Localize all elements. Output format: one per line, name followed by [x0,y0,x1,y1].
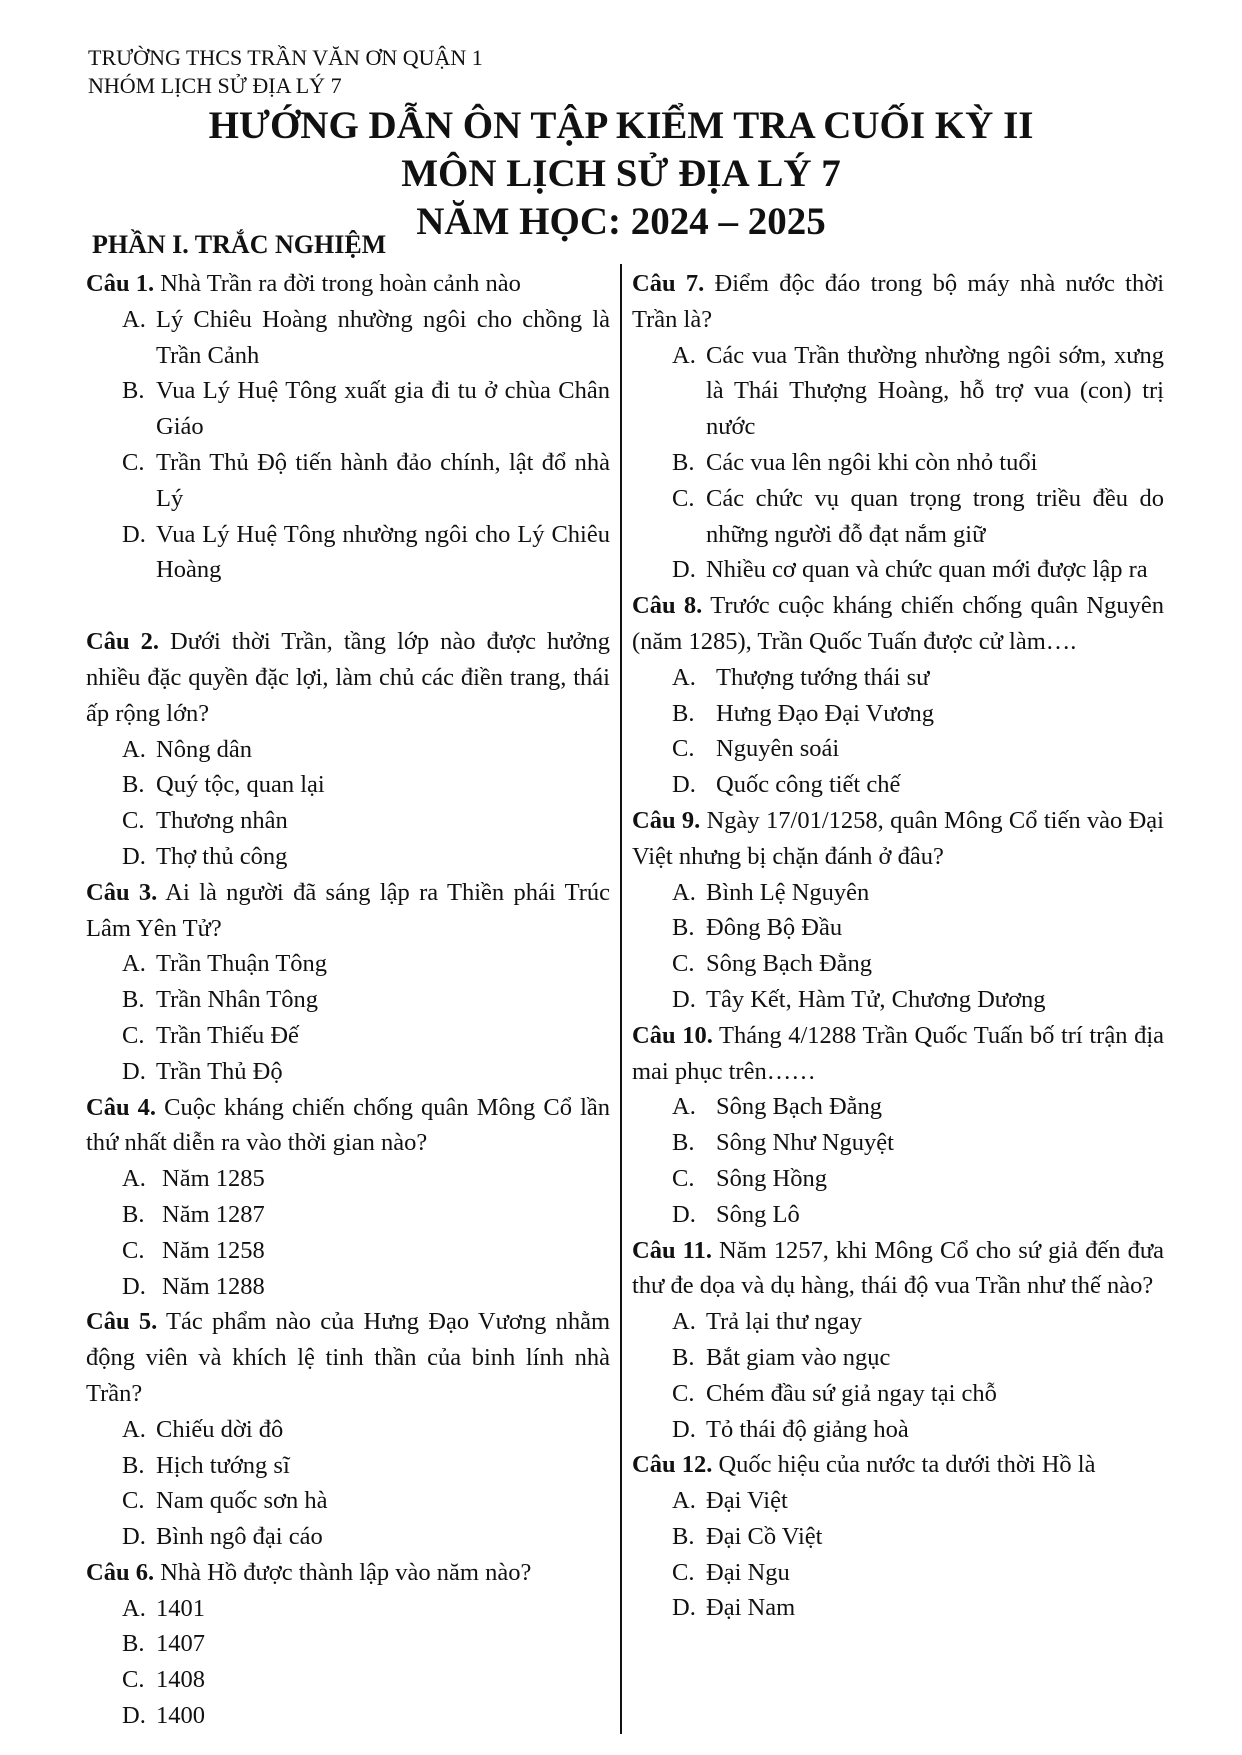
option-text: Bắt giam vào ngục [706,1343,891,1371]
question-text [632,1447,1164,1483]
option-text: 1407 [156,1630,205,1658]
question-text [86,624,610,731]
option-text: Nam quốc sơn hà [156,1487,328,1515]
spacer [86,588,610,624]
option-text: Trần Thủ Độ [156,1057,283,1085]
question-text [632,266,1164,338]
question-text [632,1018,1164,1090]
answer-option [86,1591,610,1627]
option-text: Năm 1285 [162,1165,265,1193]
option-text: Trần Thiếu Đế [156,1021,299,1049]
option-letter: A. [672,878,696,906]
option-text: Sông Bạch Đằng [706,950,873,978]
answer-option [86,1018,610,1054]
question-text [86,266,610,302]
question [86,1304,610,1555]
answer-option [632,1376,1164,1412]
group-name: NHÓM LỊCH SỬ ĐỊA LÝ 7 [88,73,342,98]
question-prompt: Điểm độc đáo trong bộ máy nhà nước thời Trần là? [632,270,1164,333]
option-text: Lý Chiêu Hoàng nhường ngôi cho chồng là Trần Cảnh [156,305,610,369]
question-number: Câu 5. [86,1308,158,1336]
title-line-1: HƯỚNG DẪN ÔN TẬP KIỂM TRA CUỐI KỲ II [208,104,1034,147]
question-number: Câu 11. [632,1236,712,1264]
option-letter: B. [122,1630,145,1658]
question-prompt: Năm 1257, khi Mông Cổ cho sứ giả đến đưa thư đe dọa và dụ hàng, thái độ vua Trần như thế nào? [632,1236,1165,1300]
answer-option [86,517,610,589]
option-text: Năm 1287 [162,1200,265,1228]
option-letter: C. [122,1236,145,1264]
option-text: Các vua Trần thường nhường ngôi sớm, xưng là Thái Thượng Hoàng, hỗ trợ vua (con) trị nước [706,341,1164,441]
option-text: Tỏ thái độ giảng hoà [706,1415,909,1443]
option-text: Đại Việt [706,1487,788,1515]
option-text: Quốc công tiết chế [716,771,901,799]
option-text: Vua Lý Huệ Tông nhường ngôi cho Lý Chiêu Hoàng [156,520,610,584]
question [86,875,610,1090]
answer-option [86,1197,610,1233]
answer-option [86,1412,610,1448]
option-letter: A. [672,1308,696,1336]
answer-option [86,767,610,803]
part-title: PHẦN I. TRẮC NGHIỆM [92,230,387,259]
answer-option [632,1412,1164,1448]
option-text: Trả lại thư ngay [706,1308,862,1336]
option-text: Năm 1288 [162,1272,265,1300]
answer-option [632,1483,1164,1519]
option-letter: D. [672,1594,696,1622]
option-letter: D. [672,771,696,799]
option-text: Các chức vụ quan trọng trong triều đều do những người đỗ đạt nắm giữ [706,484,1164,548]
option-letter: C. [122,1021,145,1049]
question-prompt: Tháng 4/1288 Trần Quốc Tuấn bố trí trận địa mai phục trên…… [632,1021,1164,1085]
option-text: Sông Bạch Đằng [716,1093,883,1121]
title-line-3: NĂM HỌC: 2024 – 2025 [416,200,826,243]
option-letter: A. [122,950,146,978]
option-text: Trần Thuận Tông [156,950,328,978]
question-text [632,1233,1164,1305]
question-text [86,875,610,947]
option-text: Bình Lệ Nguyên [706,878,870,906]
option-letter: D. [672,556,696,584]
option-letter: D. [122,520,146,548]
answer-option [632,338,1164,445]
option-letter: B. [672,1343,695,1371]
option-text: Hịch tướng sĩ [156,1451,290,1479]
answer-option [86,1662,610,1698]
option-letter: A. [122,1165,146,1193]
option-text: Nguyên soái [716,735,840,763]
option-letter: B. [122,986,145,1014]
option-text: Tây Kết, Hàm Tử, Chương Dương [706,985,1046,1013]
answer-option [86,1269,610,1305]
option-text: Chém đầu sứ giả ngay tại chỗ [706,1379,997,1407]
answer-option [632,660,1164,696]
option-text: Sông Lô [716,1200,800,1228]
answer-option [632,552,1164,588]
question-prompt: Tác phẩm nào của Hưng Đạo Vương nhằm động viên và khích lệ tinh thần của binh lính nhà Trần? [86,1308,610,1407]
answer-option [632,696,1164,732]
answer-option [632,445,1164,481]
answer-option [632,1304,1164,1340]
question [632,266,1164,588]
answer-option [86,1626,610,1662]
question-prompt: Nhà Trần ra đời trong hoàn cảnh nào [154,270,521,297]
question [632,803,1164,1018]
column-divider [620,264,622,1734]
option-letter: B. [672,914,695,942]
answer-option [86,1519,610,1555]
school-header [88,44,483,100]
option-text: Vua Lý Huệ Tông xuất gia đi tu ở chùa Chân Giáo [156,377,610,441]
question-prompt: Trước cuộc kháng chiến chống quân Nguyên (năm 1285), Trần Quốc Tuấn được cử làm…. [632,592,1164,655]
question [632,1018,1164,1233]
option-letter: B. [672,1522,695,1550]
answer-option [632,767,1164,803]
option-letter: B. [122,1200,145,1228]
answer-option [86,732,610,768]
option-letter: C. [672,1558,695,1586]
option-letter: C. [672,484,695,512]
question-number: Câu 4. [86,1093,157,1121]
answer-option [632,1197,1164,1233]
question-prompt: Nhà Hồ được thành lập vào năm nào? [154,1558,532,1586]
question-number: Câu 10. [632,1021,713,1049]
answer-option [86,839,610,875]
option-text: Năm 1258 [162,1236,265,1264]
answer-option [632,1590,1164,1626]
answer-option [632,946,1164,982]
option-text: Đông Bộ Đầu [706,914,843,942]
question-number: Câu 8. [632,592,703,620]
option-text: Các vua lên ngôi khi còn nhỏ tuổi [706,448,1038,476]
option-text: 1400 [156,1702,205,1730]
option-letter: C. [672,950,695,978]
option-text: Trần Thủ Độ tiến hành đảo chính, lật đổ nhà Lý [156,448,610,512]
option-letter: A. [672,1487,696,1515]
option-letter: D. [672,1200,696,1228]
option-letter: A. [672,663,696,691]
answer-option [86,946,610,982]
question-prompt: Ai là người đã sáng lập ra Thiền phái Trúc Lâm Yên Tử? [86,878,610,942]
question-number: Câu 9. [632,806,701,834]
option-letter: D. [672,985,696,1013]
option-letter: C. [672,1164,695,1192]
question [632,588,1164,803]
answer-option [632,1125,1164,1161]
option-text: Đại Ngu [706,1558,790,1586]
option-letter: C. [122,1666,145,1694]
question-text [632,588,1164,660]
option-text: Sông Như Nguyệt [716,1129,894,1157]
answer-option [86,803,610,839]
option-letter: B. [672,1129,695,1157]
answer-option [632,1519,1164,1555]
option-letter: B. [672,448,695,476]
answer-option [86,1233,610,1269]
option-text: 1401 [156,1594,205,1622]
option-text: Bình ngô đại cáo [156,1523,323,1551]
left-column [86,266,610,1734]
option-letter: C. [122,448,145,476]
answer-option [86,1161,610,1197]
option-letter: A. [122,1415,146,1443]
answer-option [632,1340,1164,1376]
option-letter: D. [122,1702,146,1730]
option-text: Quý tộc, quan lại [156,771,325,799]
question-prompt: Cuộc kháng chiến chống quân Mông Cổ lần thứ nhất diễn ra vào thời gian nào? [86,1093,610,1157]
answer-option [86,1698,610,1734]
option-letter: A. [122,1594,146,1622]
option-letter: D. [122,1057,146,1085]
title-block [0,102,1242,246]
option-letter: C. [122,1487,145,1515]
option-text: Đại Nam [706,1594,796,1622]
option-text: Nông dân [156,735,252,763]
option-text: Thượng tướng thái sư [716,663,930,691]
option-letter: C. [672,735,695,763]
option-text: Trần Nhân Tông [156,986,318,1014]
option-text: Nhiều cơ quan và chức quan mới được lập ra [706,556,1148,584]
question [632,1233,1164,1448]
answer-option [632,982,1164,1018]
question-number: Câu 12. [632,1451,713,1479]
question-text [86,1304,610,1411]
option-letter: B. [122,377,145,405]
answer-option [86,445,610,517]
option-letter: A. [672,1093,696,1121]
answer-option [86,373,610,445]
option-letter: B. [122,1451,145,1479]
answer-option [632,1089,1164,1125]
answer-option [632,481,1164,553]
question [632,1447,1164,1626]
answer-option [632,1161,1164,1197]
question-text [632,803,1164,875]
option-letter: C. [122,807,145,835]
option-letter: D. [122,1272,146,1300]
option-letter: A. [672,341,696,369]
option-letter: A. [122,735,146,763]
question [86,266,610,588]
answer-option [632,1555,1164,1591]
title-line-2: MÔN LỊCH SỬ ĐỊA LÝ 7 [401,152,841,195]
option-text: 1408 [156,1666,205,1694]
option-letter: A. [122,305,146,333]
answer-option [86,1448,610,1484]
right-column [632,266,1164,1626]
question-number: Câu 7. [632,270,705,297]
answer-option [86,302,610,374]
question-number: Câu 1. [86,270,155,297]
question [86,1555,610,1734]
answer-option [86,1054,610,1090]
question [86,1090,610,1305]
option-letter: B. [672,699,695,727]
answer-option [632,875,1164,911]
option-letter: C. [672,1379,695,1407]
option-letter: D. [122,1523,146,1551]
option-text: Đại Cồ Việt [706,1522,823,1550]
question-prompt: Ngày 17/01/1258, quân Mông Cổ tiến vào Đại Việt nhưng bị chặn đánh ở đâu? [632,806,1164,870]
question-prompt: Quốc hiệu của nước ta dưới thời Hồ là [712,1451,1096,1479]
option-text: Thương nhân [156,807,288,835]
answer-option [632,731,1164,767]
question-text [86,1090,610,1162]
option-letter: D. [672,1415,696,1443]
answer-option [86,1483,610,1519]
answer-option [632,910,1164,946]
question-prompt: Dưới thời Trần, tầng lớp nào được hưởng nhiều đặc quyền đặc lợi, làm chủ các điền trang, thái ấp rộng lớn? [86,628,610,727]
school-name: TRƯỜNG THCS TRẦN VĂN ƠN QUẬN 1 [88,45,483,70]
option-text: Thợ thủ công [156,842,288,870]
option-letter: D. [122,842,146,870]
option-text: Chiếu dời đô [156,1415,284,1443]
question-number: Câu 6. [86,1558,155,1586]
answer-option [86,982,610,1018]
question-text [86,1555,610,1591]
question-number: Câu 2. [86,628,159,656]
question-number: Câu 3. [86,878,158,906]
option-letter: B. [122,771,145,799]
option-text: Hưng Đạo Đại Vương [716,699,935,727]
option-text: Sông Hồng [716,1164,827,1192]
question [86,624,610,875]
